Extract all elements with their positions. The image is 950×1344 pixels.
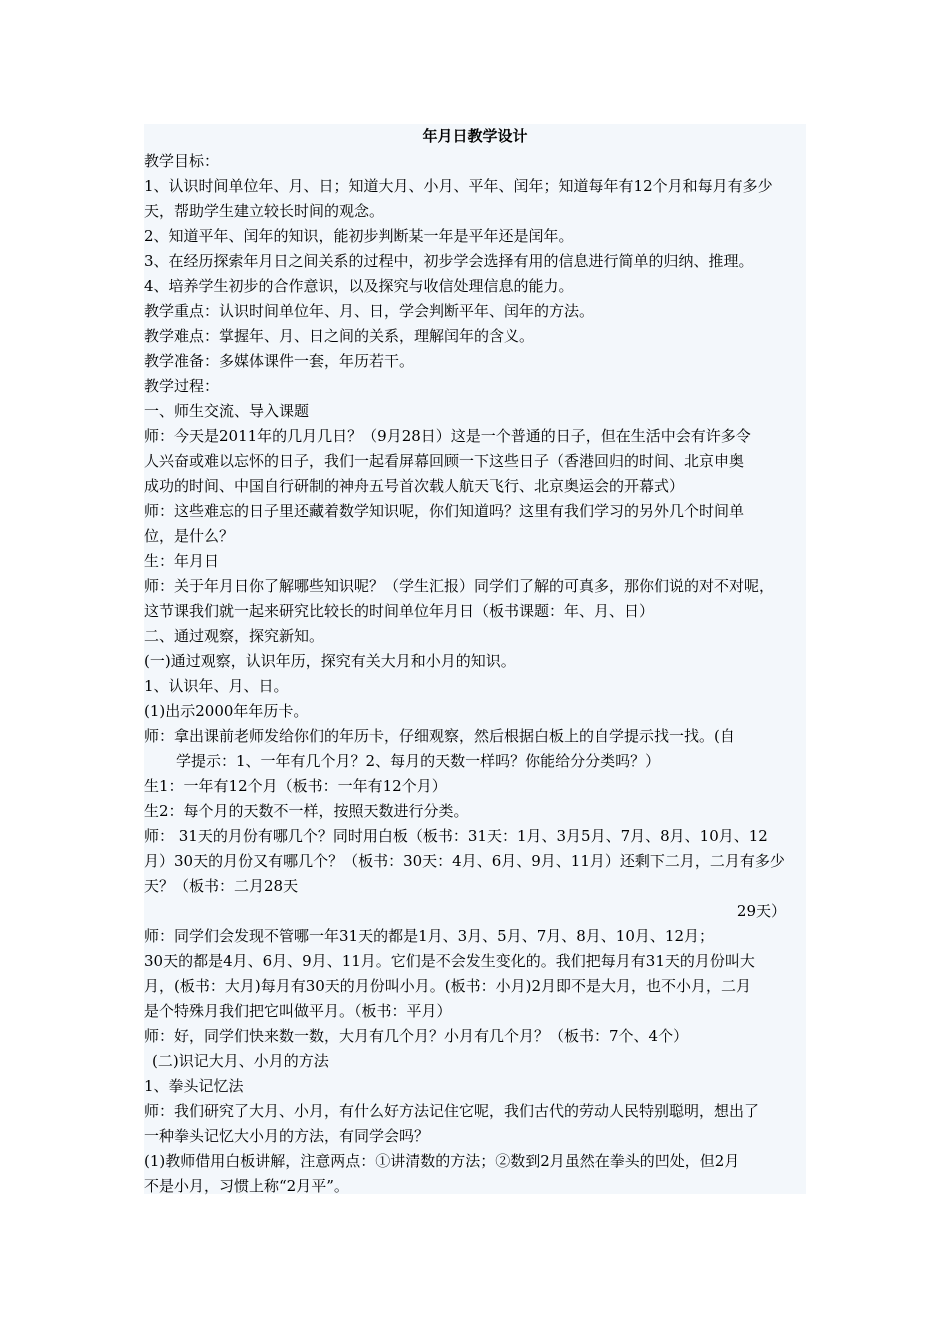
text-line: 4、培养学生初步的合作意识，以及探究与收信处理信息的能力。 (144, 277, 574, 295)
text-line: 人兴奋或难以忘怀的日子，我们一起看屏幕回顾一下这些日子（香港回归的时间、北京申奥 (144, 452, 745, 470)
text-line: 师：同学们会发现不管哪一年31天的都是1月、3月、5月、7月、8月、10月、12月； (144, 927, 714, 945)
text-line: 1、认识时间单位年、月、日；知道大月、小月、平年、闰年；知道每年有12个月和每月有多少 (144, 177, 773, 195)
text-line: 师：拿出课前老师发给你们的年历卡，仔细观察，然后根据白板上的自学提示找一找。(自 (144, 727, 735, 745)
text-line: 师： 31天的月份有哪几个？同时用白板（板书：31天：1月、3月5月、7月、8月、10月、12 (144, 827, 768, 845)
subsection-heading: (一)通过观察，认识年历，探究有关大月和小月的知识。 (144, 652, 516, 670)
text-line: 学提示：1、一年有几个月？2、每月的天数一样吗？你能给分分类吗？） (176, 752, 661, 770)
text-line: 天，帮助学生建立较长时间的观念。 (144, 202, 385, 220)
text-line: 教学过程： (144, 377, 220, 395)
text-line: 是个特殊月我们把它叫做平月。（板书：平月） (144, 1002, 452, 1020)
text-line: 师：好，同学们快来数一数，大月有几个月？小月有几个月？（板书：7个、4个） (144, 1027, 689, 1045)
text-line: 3、在经历探索年月日之间关系的过程中，初步学会选择有用的信息进行简单的归纳、推理。 (144, 252, 754, 270)
text-line: (1)出示2000年年历卡。 (144, 702, 309, 720)
text-line: 教学准备：多媒体课件一套，年历若干。 (144, 352, 415, 370)
text-line: 2、知道平年、闰年的知识，能初步判断某一年是平年还是闰年。 (144, 227, 574, 245)
text-line: 位，是什么？ (144, 527, 235, 545)
text-line: 教学难点：掌握年、月、日之间的关系，理解闰年的含义。 (144, 327, 535, 345)
text-line: 师：这些难忘的日子里还藏着数学知识呢，你们知道吗？这里有我们学习的另外几个时间单 (144, 502, 745, 520)
text-line: 月，(板书：大月)每月有30天的月份叫小月。(板书：小月)2月即不是大月，也不小月，二月 (144, 977, 752, 995)
text-line: 成功的时间、中国自行研制的神舟五号首次载人航天飞行、北京奥运会的开幕式） (144, 477, 685, 495)
text-line: 教学目标： (144, 152, 220, 170)
text-line: 教学重点：认识时间单位年、月、日，学会判断平年、闰年的方法。 (144, 302, 595, 320)
text-line: 生2：每个月的天数不一样，按照天数进行分类。 (144, 802, 469, 820)
text-line: 师：今天是2011年的几月几日？（9月28日）这是一个普通的日子，但在生活中会有许多令 (144, 427, 751, 445)
section-heading: 一、师生交流、导入课题 (144, 402, 310, 420)
text-line: 生1：一年有12个月（板书：一年有12个月） (144, 777, 447, 795)
text-line: 师：关于年月日你了解哪些知识呢？（学生汇报）同学们了解的可真多，那你们说的对不对呢， (144, 577, 775, 595)
text-line: (1)教师借用白板讲解，注意两点：①讲清数的方法；②数到2月虽然在拳头的凹处，但2月 (144, 1152, 740, 1170)
text-line: 这节课我们就一起来研究比较长的时间单位年月日（板书课题：年、月、日） (144, 602, 655, 620)
text-line: 30天的都是4月、6月、9月、11月。它们是不会发生变化的。我们把每月有31天的月份叫大 (144, 952, 755, 970)
text-line: 1、认识年、月、日。 (144, 677, 289, 695)
document-content (144, 124, 806, 1199)
section-heading: 二、通过观察，探究新知。 (144, 627, 325, 645)
subsection-heading: (二)识记大月、小月的方法 (152, 1052, 329, 1070)
text-line: 不是小月，习惯上称“2月平”。 (144, 1177, 349, 1195)
text-line: 生：年月日 (144, 552, 220, 570)
text-line: 1、拳头记忆法 (144, 1077, 244, 1095)
text-line: 天？（板书：二月28天 (144, 877, 299, 895)
text-line: 师：我们研究了大月、小月，有什么好方法记住它呢，我们古代的劳动人民特别聪明，想出了 (144, 1102, 760, 1120)
text-line: 月）30天的月份又有哪几个？（板书：30天：4月、6月、9月、11月）还剩下二月，二月有多少 (144, 852, 785, 870)
text-line: 29天） (736, 902, 786, 920)
document-title: 年月日教学设计 (422, 127, 528, 145)
text-line: 一种拳头记忆大小月的方法，有同学会吗？ (144, 1127, 430, 1145)
